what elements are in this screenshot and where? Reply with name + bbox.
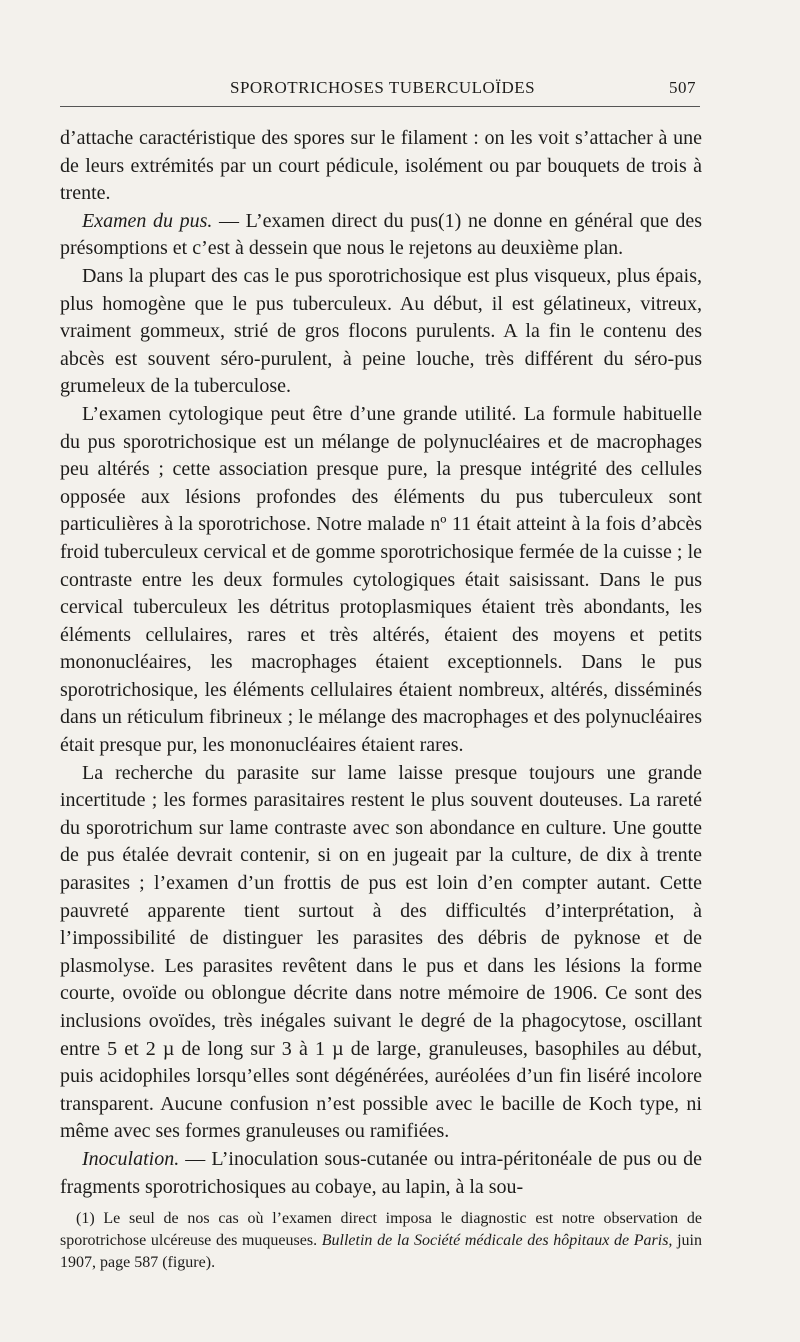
section-heading: Examen du pus. bbox=[82, 209, 213, 232]
footnote-reference: juin 1907, page 587 (figure). bbox=[60, 1232, 703, 1271]
page-number: 507 bbox=[669, 78, 696, 97]
paragraph: La recherche du parasite sur lame laisse presque toujours une grande incertitude ; les formes parasitaires restent le plus souvent douteuses. La rareté du sporotrichum sur lame contraste avec son abondance en culture. Une goutte de pus étalée devrait contenir, si on en jugeait par la culture, de dix à trente parasites ; l’examen d’un frottis de pus est loin d’en compter autant. Cette pauvreté apparente tient surtout à des difficultés d’interprétation, à l’impossibilité de distinguer les parasites des débris de pyknose et de plasmolyse. Les parasites revêtent dans le pus et dans les lésions la forme courte, ovoïde ou oblongue décrite dans notre mémoire de 1906. Ce sont des inclusions ovoïdes, très inégales suivant le degré de la phagocytose, oscillant entre 5 et 2 µ de long sur 3 à 1 µ de large, granuleuses, basophiles au début, puis acidophiles lorsqu’elles sont dégénérées, auréolées d’un fin liséré incolore transparent. Aucune confusion n’est possible avec le bacille de Koch type, ni même avec ses formes granuleuses ou ramifiées. bbox=[60, 761, 702, 1143]
paragraph-text: — L’inoculation sous-cutanée ou intra-péritonéale de pus ou de fragments sporotrichosiques au cobaye, au lapin, à la sou- bbox=[60, 1147, 702, 1198]
footnote-body: (1) Le seul de nos cas où l’examen direct imposa le diagnostic est notre observation de sporotrichose ulcéreuse des muqueuses. bbox=[60, 1210, 702, 1249]
running-header bbox=[60, 76, 700, 107]
paragraph: d’attache caractéristique des spores sur le filament : on les voit s’attacher à une de leurs extrémités par un court pédicule, isolément ou par bouquets de trois à trente. bbox=[60, 127, 702, 205]
footnote bbox=[60, 1208, 702, 1274]
paragraph: Dans la plupart des cas le pus sporotrichosique est plus visqueux, plus épais, plus homogène que le pus tuberculeux. Au début, il est gélatineux, vitreux, vraiment gommeux, strié de gros flocons purulents. A la fin le contenu des abcès est souvent séro-purulent, à peine louche, très différent du séro-pus grumeleux de la tuberculose. bbox=[60, 264, 702, 398]
paragraph: L’examen cytologique peut être d’une grande utilité. La formule habituelle du pus sporotrichosique est un mélange de polynucléaires et de macrophages peu altérés ; cette association presque pure, la presque intégrité des cellules opposée aux lésions profondes des éléments du pus tuberculeux sont particulières à la sporotrichose. Notre malade nº 11 était atteint à la fois d’abcès froid tuberculeux cervical et de gomme sporotrichosique fermée de la cuisse ; le contraste entre les deux formules cytologiques était saisissant. Dans le pus cervical tuberculeux les détritus protoplasmiques étaient très abondants, les éléments cellulaires, rares et très altérés, étaient des moyens et petits mononucléaires, les macrophages étaient exceptionnels. Dans le pus sporotrichosique, les éléments cellulaires étaient nombreux, altérés, disséminés dans un réticulum fibrineux ; le mélange des macrophages et des polynucléaires était presque pur, les mononucléaires étaient rares. bbox=[60, 402, 702, 757]
running-title: SPOROTRICHOSES TUBERCULOÏDES bbox=[230, 78, 536, 97]
paragraph-inoculation bbox=[60, 1146, 702, 1201]
footnote-text bbox=[60, 1208, 702, 1274]
main-text bbox=[60, 125, 702, 1201]
section-heading: Inoculation. bbox=[82, 1147, 180, 1170]
footnote-journal: Bulletin de la Société médicale des hôpitaux de Paris, bbox=[321, 1232, 673, 1249]
paragraph-examen-du-pus bbox=[60, 208, 702, 263]
paragraph-text: — L’examen direct du pus(1) ne donne en général que des présomptions et c’est à dessein que nous le rejetons au deuxième plan. bbox=[60, 209, 702, 260]
